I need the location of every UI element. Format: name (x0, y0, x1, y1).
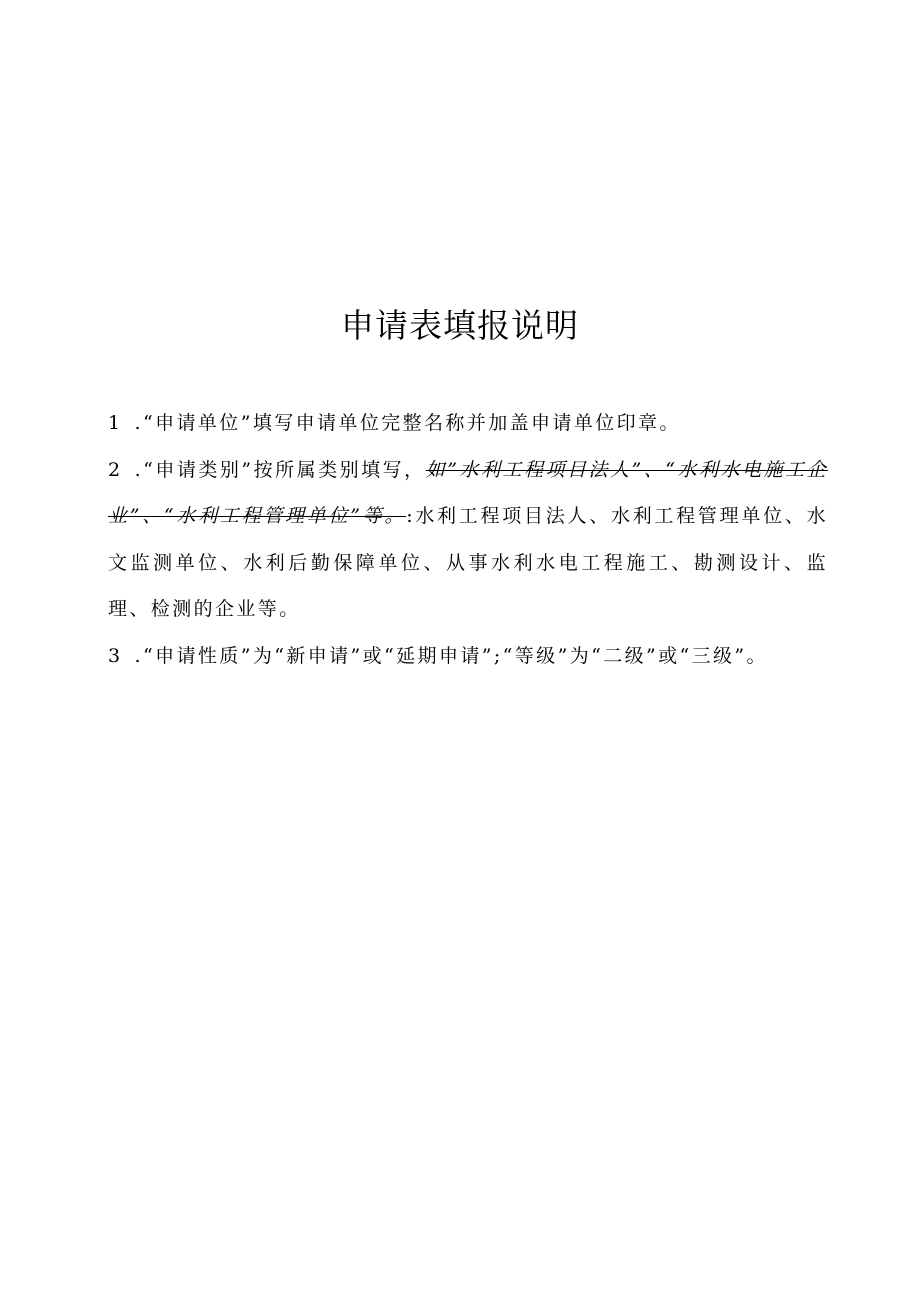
instruction-item-3 (108, 633, 828, 680)
item-text-before: .“申请类别”按所属类别填写， (134, 458, 426, 481)
item-text: .“申请单位”填写申请单位完整名称并加盖申请单位印章。 (134, 412, 681, 434)
item-number: 1 (108, 412, 127, 434)
instruction-item-1 (108, 400, 828, 447)
item-number: 2 (108, 458, 127, 481)
item-text-after: :水利工程项目法人、水利工程管理单位、水文监测单位、水利后勤保障单位、从事水利水电工程施工、勘测设计、监理、检测的企业等。 (108, 505, 828, 620)
item-text: .“申请性质”为“新申请”或“延期申请”;“等级”为“二级”或“三级”。 (134, 644, 768, 667)
page-title: 申请表填报说明 (341, 306, 579, 345)
instructions-list (108, 400, 828, 679)
item-number: 3 (108, 644, 127, 667)
struck-through-text: 如”水利工程项目法人”、“水利水电施工企业”、“水利工程管理单位”等。 (108, 458, 828, 527)
instruction-item-2 (108, 447, 828, 633)
